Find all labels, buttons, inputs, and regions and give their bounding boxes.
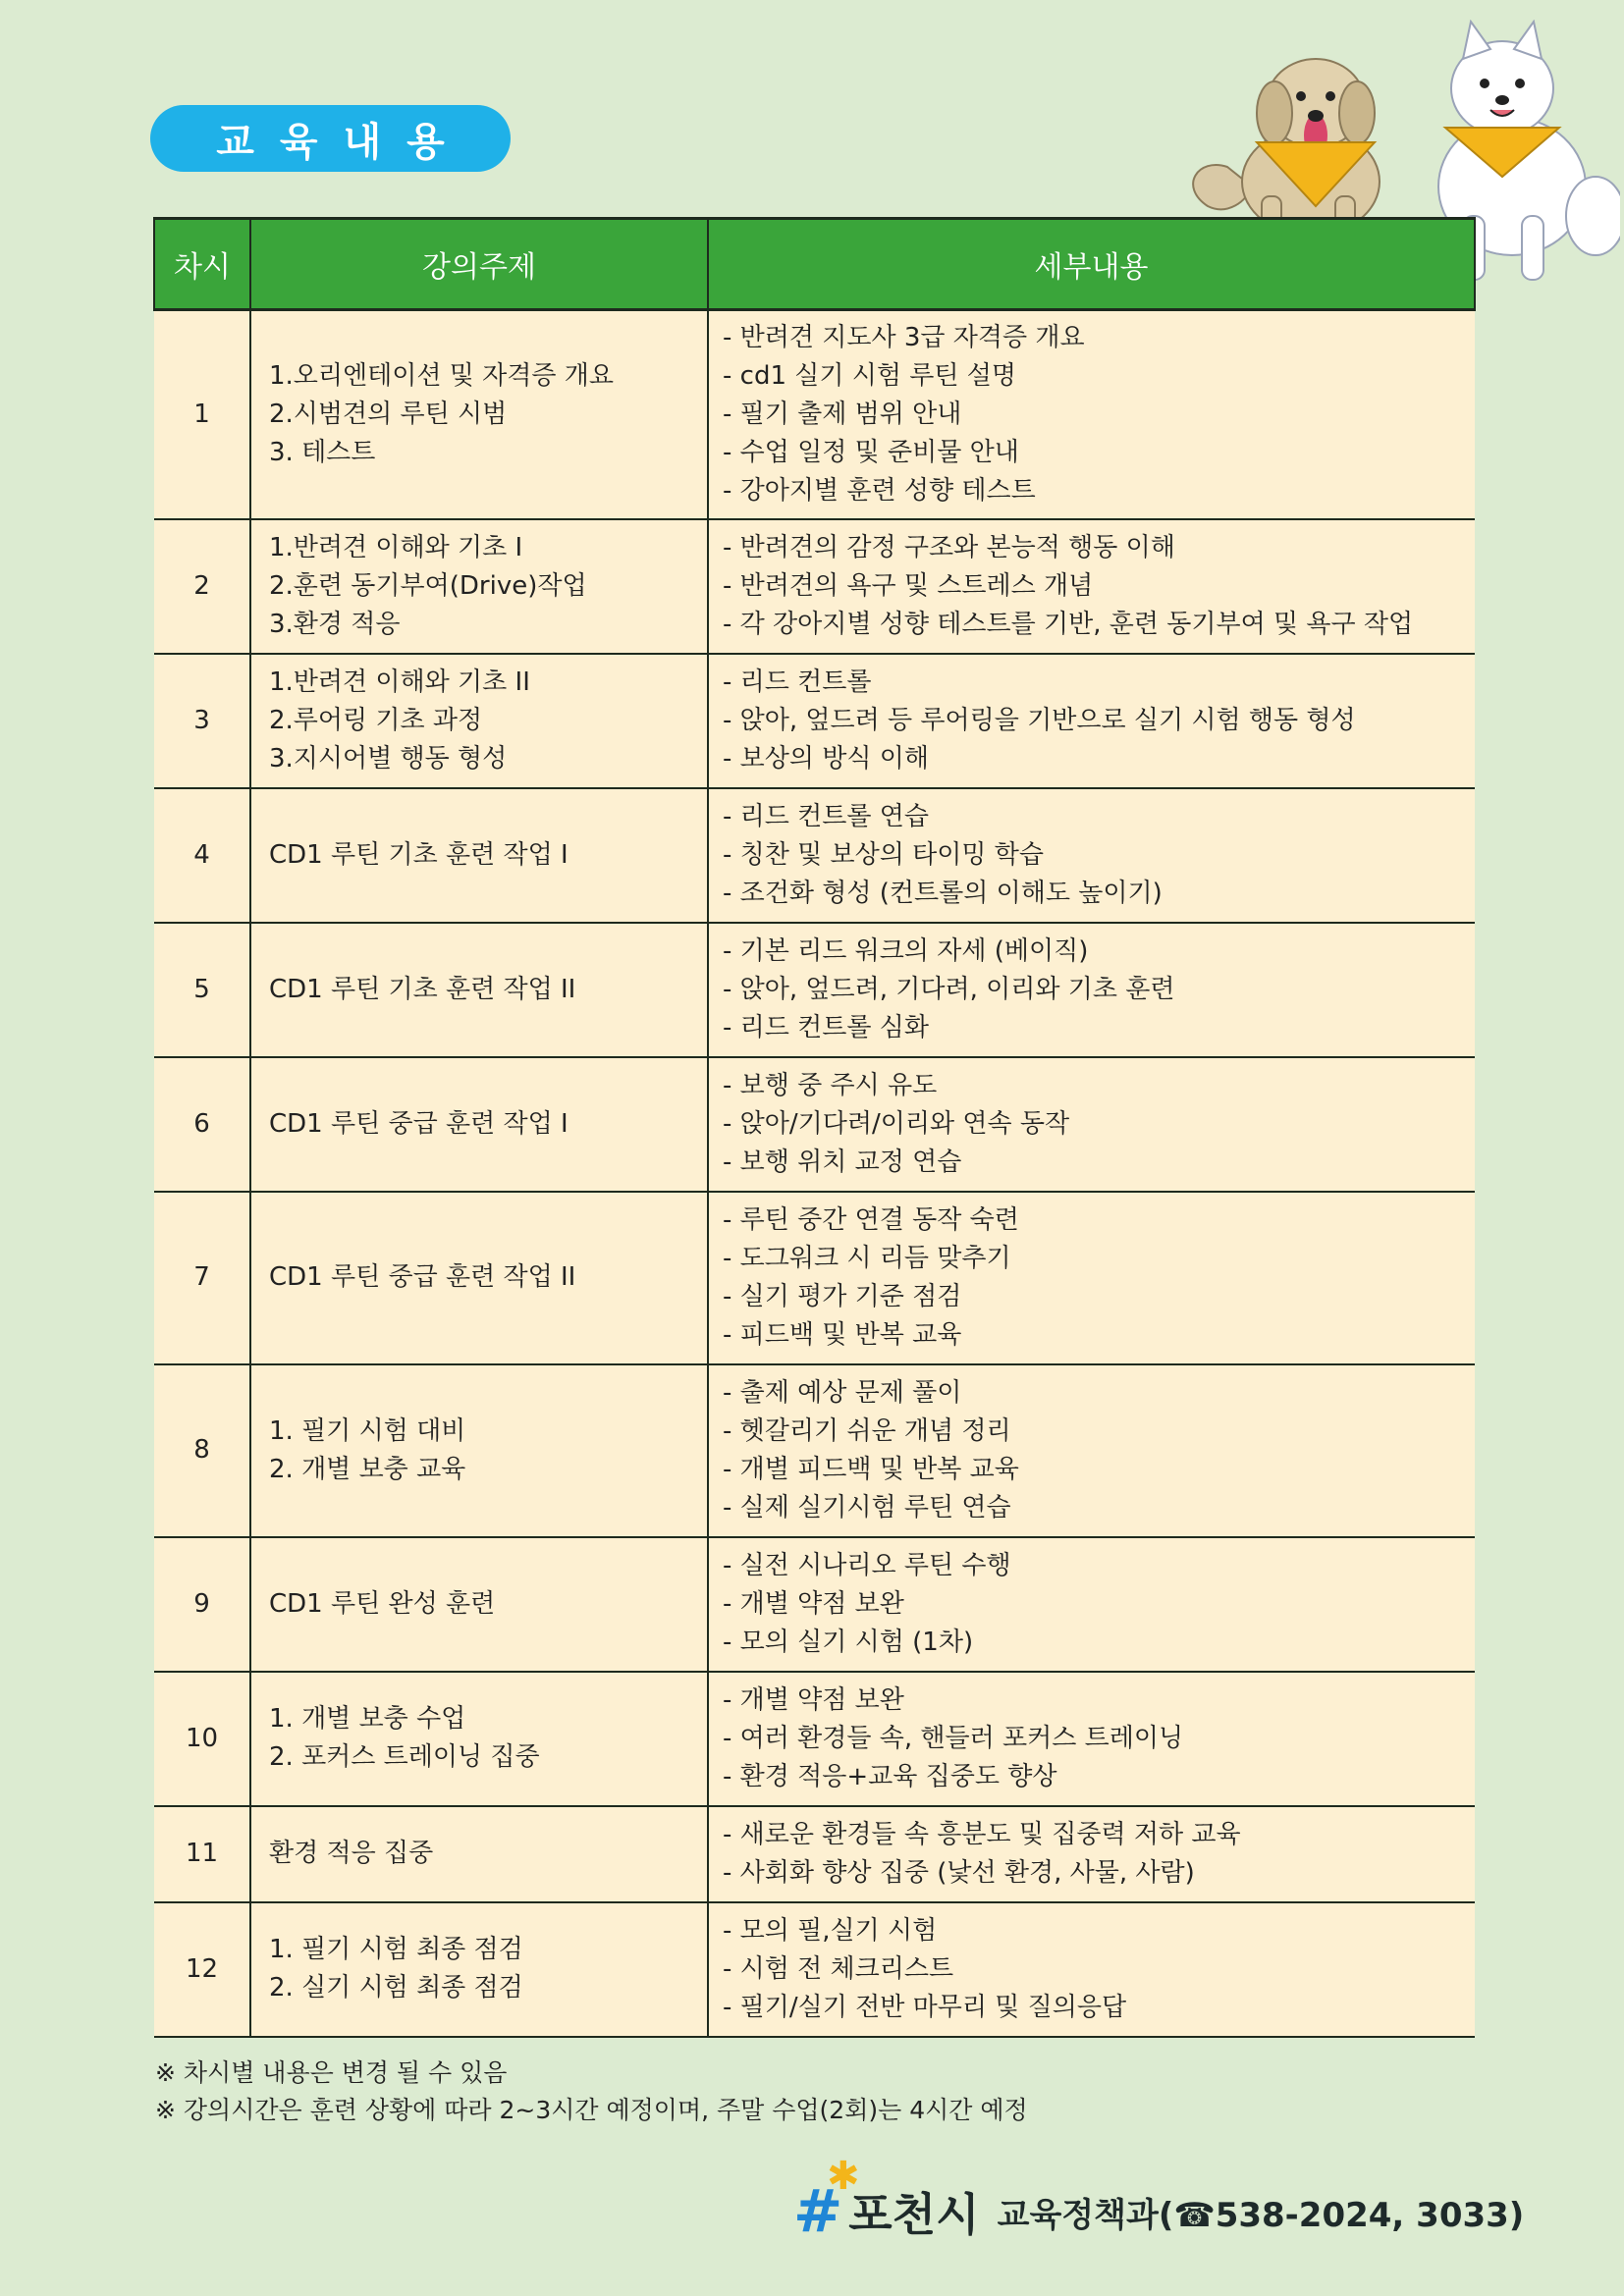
detail-line: - 모의 실기 시험 (1차): [723, 1627, 974, 1657]
detail-line: - 사회화 향상 집중 (낯선 환경, 사물, 사람): [723, 1857, 1195, 1888]
table-row: [154, 1902, 1475, 2037]
detail-line: - 앉아, 엎드려, 기다려, 이리와 기초 훈련: [723, 974, 1175, 1004]
detail-line: - 피드백 및 반복 교육: [723, 1319, 962, 1350]
session-topic: [250, 1537, 708, 1672]
session-topic: [250, 519, 708, 654]
detail-line: - 앉아/기다려/이리와 연속 동작: [723, 1108, 1070, 1139]
detail-line: - 개별 약점 보완: [723, 1684, 904, 1715]
detail-line: - 조건화 형성 (컨트롤의 이해도 높이기): [723, 878, 1163, 908]
session-number: 2: [154, 519, 250, 654]
topic-line: 2.훈련 동기부여(Drive)작업: [269, 570, 587, 601]
detail-line: - 환경 적응+교육 집중도 향상: [723, 1761, 1057, 1791]
session-number: 12: [154, 1902, 250, 2037]
session-topic: [250, 310, 708, 519]
detail-line: - 수업 일정 및 준비물 안내: [723, 437, 1019, 467]
session-topic: [250, 1902, 708, 2037]
detail-line: - 필기 출제 범위 안내: [723, 399, 962, 429]
session-details: [708, 1806, 1475, 1902]
note-line: ※ 강의시간은 훈련 상황에 따라 2~3시간 예정이며, 주말 수업(2회)는 4시간 예정: [155, 2096, 1028, 2124]
table-row: [154, 1537, 1475, 1672]
table-header-row: [154, 219, 1475, 310]
session-number: 7: [154, 1192, 250, 1364]
session-details: [708, 1672, 1475, 1806]
table-row: [154, 923, 1475, 1057]
table-body: [154, 310, 1475, 2037]
session-details: [708, 1192, 1475, 1364]
section-title-pill: [150, 105, 511, 172]
session-details: [708, 310, 1475, 519]
detail-line: - 시험 전 체크리스트: [723, 1953, 954, 1984]
topic-line: 3. 테스트: [269, 437, 376, 467]
detail-line: - 출제 예상 문제 풀이: [723, 1377, 962, 1408]
topic-line: 2.시범견의 루틴 시범: [269, 399, 508, 429]
detail-line: - 보행 중 주시 유도: [723, 1070, 938, 1100]
topic-line: 1. 필기 시험 최종 점검: [269, 1935, 523, 1964]
detail-line: - 앉아, 엎드려 등 루어링을 기반으로 실기 시험 행동 형성: [723, 705, 1356, 735]
topic-line: CD1 루틴 중급 훈련 작업 I: [269, 1108, 568, 1139]
table-row: [154, 519, 1475, 654]
header-topic: 강의주제: [250, 219, 708, 310]
session-number: 10: [154, 1672, 250, 1806]
topic-line: 2.루어링 기초 과정: [269, 705, 483, 735]
session-details: [708, 654, 1475, 788]
session-topic: [250, 1192, 708, 1364]
detail-line: - 개별 약점 보완: [723, 1588, 904, 1619]
detail-line: - 실전 시나리오 루틴 수행: [723, 1550, 1011, 1580]
topic-line: 3.환경 적응: [269, 609, 401, 639]
table-row: [154, 1192, 1475, 1364]
header-session: 차시: [154, 219, 250, 310]
pocheon-logo-icon: # ✱: [793, 2154, 860, 2246]
session-number: 4: [154, 788, 250, 923]
detail-line: - 반려견 지도사 3급 자격증 개요: [723, 322, 1085, 352]
detail-line: - 새로운 환경들 속 흥분도 및 집중력 저하 교육: [723, 1819, 1241, 1849]
detail-line: - 여러 환경들 속, 핸들러 포커스 트레이닝: [723, 1723, 1184, 1753]
detail-line: - 실기 평가 기준 점검: [723, 1281, 962, 1311]
detail-line: - 기본 리드 워크의 자세 (베이직): [723, 935, 1089, 966]
detail-line: - 루틴 중간 연결 동작 숙련: [723, 1204, 1019, 1235]
session-number: 3: [154, 654, 250, 788]
detail-line: - 리드 컨트롤 심화: [723, 1012, 929, 1042]
header-details: 세부내용: [708, 219, 1475, 310]
detail-line: - 리드 컨트롤: [723, 667, 872, 697]
detail-line: - 보상의 방식 이해: [723, 743, 929, 774]
topic-line: CD1 루틴 중급 훈련 작업 II: [269, 1262, 576, 1292]
session-number: 1: [154, 310, 250, 519]
session-number: 8: [154, 1364, 250, 1537]
session-number: 5: [154, 923, 250, 1057]
note-line: ※ 차시별 내용은 변경 될 수 있음: [155, 2058, 508, 2087]
detail-line: - 헷갈리기 쉬운 개념 정리: [723, 1415, 1011, 1446]
session-topic: [250, 923, 708, 1057]
topic-line: 3.지시어별 행동 형성: [269, 743, 508, 774]
session-number: 11: [154, 1806, 250, 1902]
session-details: [708, 1537, 1475, 1672]
topic-line: CD1 루틴 기초 훈련 작업 II: [269, 974, 576, 1004]
session-topic: [250, 1672, 708, 1806]
detail-line: - 실제 실기시험 루틴 연습: [723, 1492, 1011, 1522]
topic-line: 1.반려견 이해와 기초 II: [269, 667, 530, 697]
topic-line: 환경 적응 집중: [269, 1839, 434, 1868]
session-topic: [250, 1057, 708, 1192]
topic-line: CD1 루틴 기초 훈련 작업 I: [269, 839, 568, 870]
footer: [793, 2154, 1525, 2246]
detail-line: - 리드 컨트롤 연습: [723, 801, 929, 831]
session-topic: [250, 788, 708, 923]
detail-line: - cd1 실기 시험 루틴 설명: [723, 360, 1016, 391]
city-name: 포천시: [848, 2188, 980, 2241]
section-title: 교육내용: [216, 119, 470, 165]
topic-line: CD1 루틴 완성 훈련: [269, 1588, 496, 1619]
notes: [155, 2055, 1028, 2129]
detail-line: - 강아지별 훈련 성향 테스트: [723, 475, 1036, 506]
topic-line: 2. 개별 보충 교육: [269, 1454, 466, 1484]
detail-line: - 도그워크 시 리듬 맞추기: [723, 1243, 1011, 1273]
session-details: [708, 1364, 1475, 1537]
topic-line: 1. 필기 시험 대비: [269, 1415, 466, 1446]
detail-line: - 필기/실기 전반 마무리 및 질의응답: [723, 1992, 1127, 2022]
session-number: 9: [154, 1537, 250, 1672]
detail-line: - 각 강아지별 성향 테스트를 기반, 훈련 동기부여 및 욕구 작업: [723, 609, 1414, 639]
session-details: [708, 1902, 1475, 2037]
detail-line: - 칭찬 및 보상의 타이밍 학습: [723, 839, 1044, 870]
session-topic: [250, 654, 708, 788]
topic-line: 2. 포커스 트레이닝 집중: [269, 1742, 540, 1772]
topic-line: 1.반려견 이해와 기초 I: [269, 532, 523, 562]
session-details: [708, 788, 1475, 923]
session-details: [708, 1057, 1475, 1192]
detail-line: - 반려견의 감정 구조와 본능적 행동 이해: [723, 532, 1175, 562]
table-row: [154, 1057, 1475, 1192]
session-details: [708, 923, 1475, 1057]
detail-line: - 보행 위치 교정 연습: [723, 1147, 962, 1177]
table-row: [154, 1364, 1475, 1537]
curriculum-table: [153, 217, 1476, 2038]
detail-line: - 모의 필,실기 시험: [723, 1915, 938, 1946]
session-topic: [250, 1364, 708, 1537]
session-details: [708, 519, 1475, 654]
topic-line: 2. 실기 시험 최종 점검: [269, 1973, 523, 2002]
detail-line: - 개별 피드백 및 반복 교육: [723, 1454, 1019, 1484]
topic-line: 1.오리엔테이션 및 자격증 개요: [269, 360, 614, 391]
table-row: [154, 654, 1475, 788]
table-row: [154, 310, 1475, 519]
detail-line: - 반려견의 욕구 및 스트레스 개념: [723, 570, 1094, 601]
table-row: [154, 788, 1475, 923]
session-number: 6: [154, 1057, 250, 1192]
session-topic: [250, 1806, 708, 1902]
department-contact: 교육정책과(☎538-2024, 3033): [997, 2195, 1525, 2235]
table-row: [154, 1806, 1475, 1902]
topic-line: 1. 개별 보충 수업: [269, 1704, 466, 1734]
table-row: [154, 1672, 1475, 1806]
